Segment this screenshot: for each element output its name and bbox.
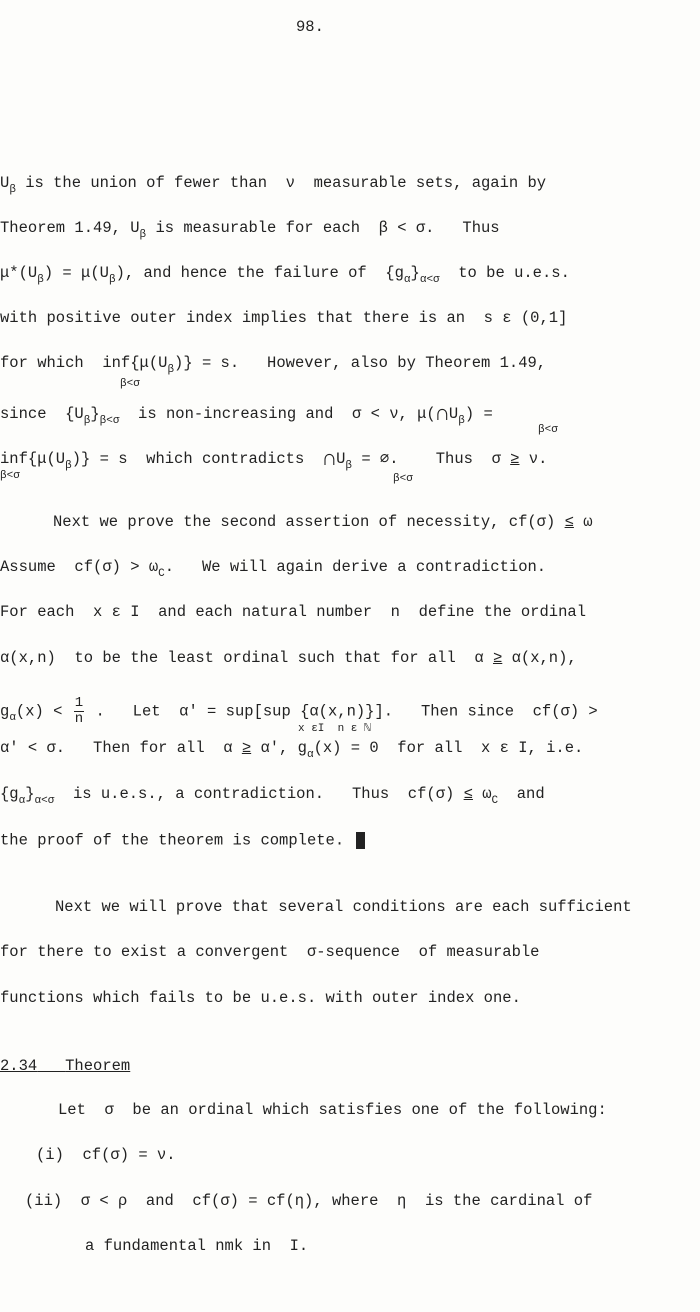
para2-line4: α(x,n) to be the least ordinal such that for all α ≥ α(x,n), [0, 649, 577, 667]
para1-line5-inf-index: β<σ [120, 378, 140, 390]
para1-line6-cap-index: β<σ [538, 424, 558, 436]
theorem-item-2-cont: a fundamental nmk in I. [85, 1237, 309, 1255]
para2-line1: Next we prove the second assertion of necessity, cf(σ) ≤ ω [53, 513, 593, 531]
para1-line1: $U_\beta$ is the union of fewer than ν measurable sets, again by [0, 174, 547, 196]
theorem-item-2: (ii) σ < ρ and cf(σ) = cf(η), where η is the cardinal of [25, 1192, 593, 1210]
para1-line7-cap-index: β<σ [393, 473, 413, 485]
para2-line8: the proof of the theorem is complete. [0, 832, 365, 849]
theorem-heading: 2.34 Theorem [0, 1057, 131, 1075]
para1-line7: $inf\{\mu(U_\beta)\} = s$ which contradicts $\cap U_\beta$ = ∅. Thus σ ≥ ν. [0, 447, 548, 472]
para2-line2: Assume $cf(\sigma) > \omega_C$. We will again derive a contradiction. [0, 558, 547, 580]
para3-line2: for there to exist a convergent σ-sequence of measurable [0, 943, 540, 961]
para1-line3: $\mu*(U_\beta) = \mu(U_\beta)$, and hence the failure of $\{g_\alpha\}_{\alpha<\sigma}$ to be u.e.s. [0, 264, 570, 286]
para2-line6: α' < σ. Then for all α ≥ α', $g_\alpha(x) = 0$ for all x ε I, i.e. [0, 739, 584, 761]
para3-line3: functions which fails to be u.e.s. with outer index one. [0, 989, 521, 1007]
para2-line7: $\{g_\alpha\}_{\alpha<\sigma}$ is u.e.s., a contradiction. Thus $cf(\sigma) \le \omega_C$ and [0, 785, 545, 807]
fraction-one-over-n: $\frac{1}{n}$ [74, 695, 84, 727]
para2-line5: $g_\alpha(x)$ < $\frac{1}{n}$ . Let α' = sup[sup {α(x,n)}]. Then since cf(σ) > [0, 695, 598, 727]
para2-line5-sup-index: x εI n ε ℕ [298, 723, 371, 735]
page-number: 98. [296, 18, 324, 36]
para1-line5: for which $inf\{\mu(U_\beta)\} = s$. However, also by Theorem 1.49, [0, 354, 547, 376]
para1-line4: with positive outer index implies that there is an s ε (0,1] [0, 309, 568, 327]
para1-line2: Theorem 1.49, $U_\beta$ is measurable for each β < σ. Thus [0, 219, 500, 241]
qed-symbol [356, 832, 365, 849]
para2-line3: For each x ε I and each natural number n define the ordinal [0, 603, 586, 621]
theorem-item-1: (i) cf(σ) = ν. [36, 1146, 176, 1164]
theorem-intro: Let σ be an ordinal which satisfies one of the following: [58, 1101, 607, 1119]
para3-line1: Next we will prove that several conditions are each sufficient [55, 898, 632, 916]
para1-line6: since $\{U_\beta\}_{\beta<\sigma}$ is non-increasing and σ < ν, $\mu(\cap U_\beta)$ = [0, 402, 493, 427]
para1-line7-inf-index: β<σ [0, 470, 20, 482]
